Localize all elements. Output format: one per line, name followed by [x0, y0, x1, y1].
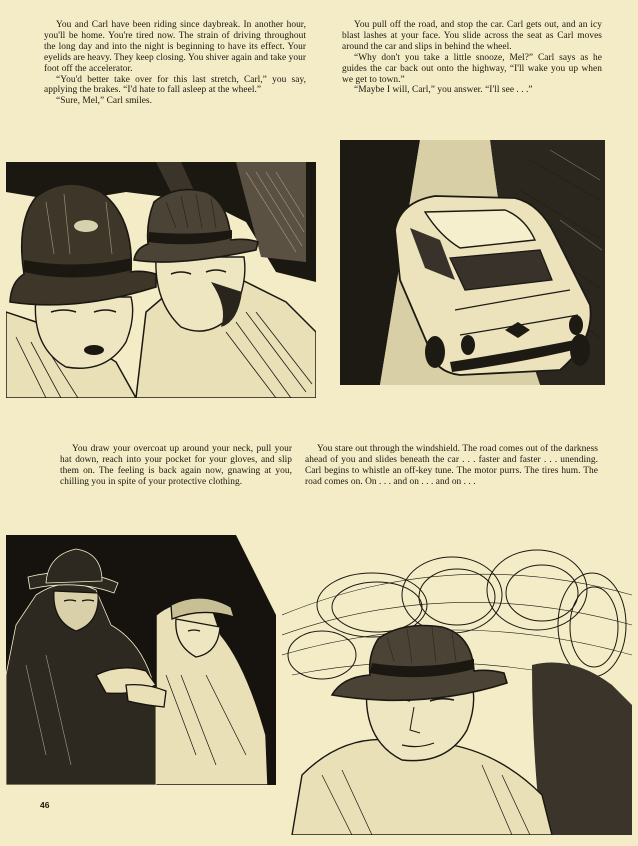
panel-endless-road [282, 535, 632, 835]
illustration-car-highway [340, 140, 605, 385]
paragraph: You draw your overcoat up around your neck, pull your hat down, reach into your pocket for your gloves, and slip them on. The feeling is back again now, gnawing at you, chilling you in spite of your protective clothing. [60, 444, 292, 487]
page-number: 46 [40, 800, 50, 810]
illustration-gloves [6, 535, 276, 785]
illustration-men-in-car [6, 162, 316, 398]
paragraph: You pull off the road, and stop the car. Carl gets out, and an icy blast lashes at your face. You slide across the seat as Carl moves around the car and slips in behind the wheel. [342, 20, 602, 52]
panel-gloves [6, 535, 276, 785]
illustration-endless-road [282, 535, 632, 835]
panel-car-on-highway [340, 140, 605, 385]
paragraph: You and Carl have been riding since daybreak. In another hour, you'll be home. You're tired now. The strain of driving throughout the long day and into the night is beginning to have its effect. Your eyelids are heavy. They keep closing. You shiver again and take your foot off the accelerator. [44, 20, 306, 74]
panel-two-men-in-hats [6, 162, 316, 398]
story-text-middle-left [60, 444, 292, 488]
paragraph: “Why don't you take a little snooze, Mel?” Carl says as he guides the car back out onto the highway, “I'll wake you up when we get to town.” [342, 52, 602, 85]
paragraph: “Maybe I will, Carl,” you answer. “I'll see . . .” [354, 85, 533, 96]
story-text-middle-right [305, 444, 598, 488]
paragraph: “You'd better take over for this last stretch, Carl,” you say, applying the brakes. “I'd hate to fall asleep at the wheel.” [44, 74, 306, 96]
story-text-top-right [342, 20, 602, 96]
story-text-top-left [44, 20, 306, 107]
paragraph: You stare out through the windshield. The road comes out of the darkness ahead of you and slides beneath the car . . . faster and faster . . . unending. Carl begins to whistle an off-key tune. The motor purrs. The tires hum. The road comes on. On . . . and on . . . and on . . . [305, 444, 598, 487]
paragraph: “Sure, Mel,” Carl smiles. [56, 96, 153, 107]
